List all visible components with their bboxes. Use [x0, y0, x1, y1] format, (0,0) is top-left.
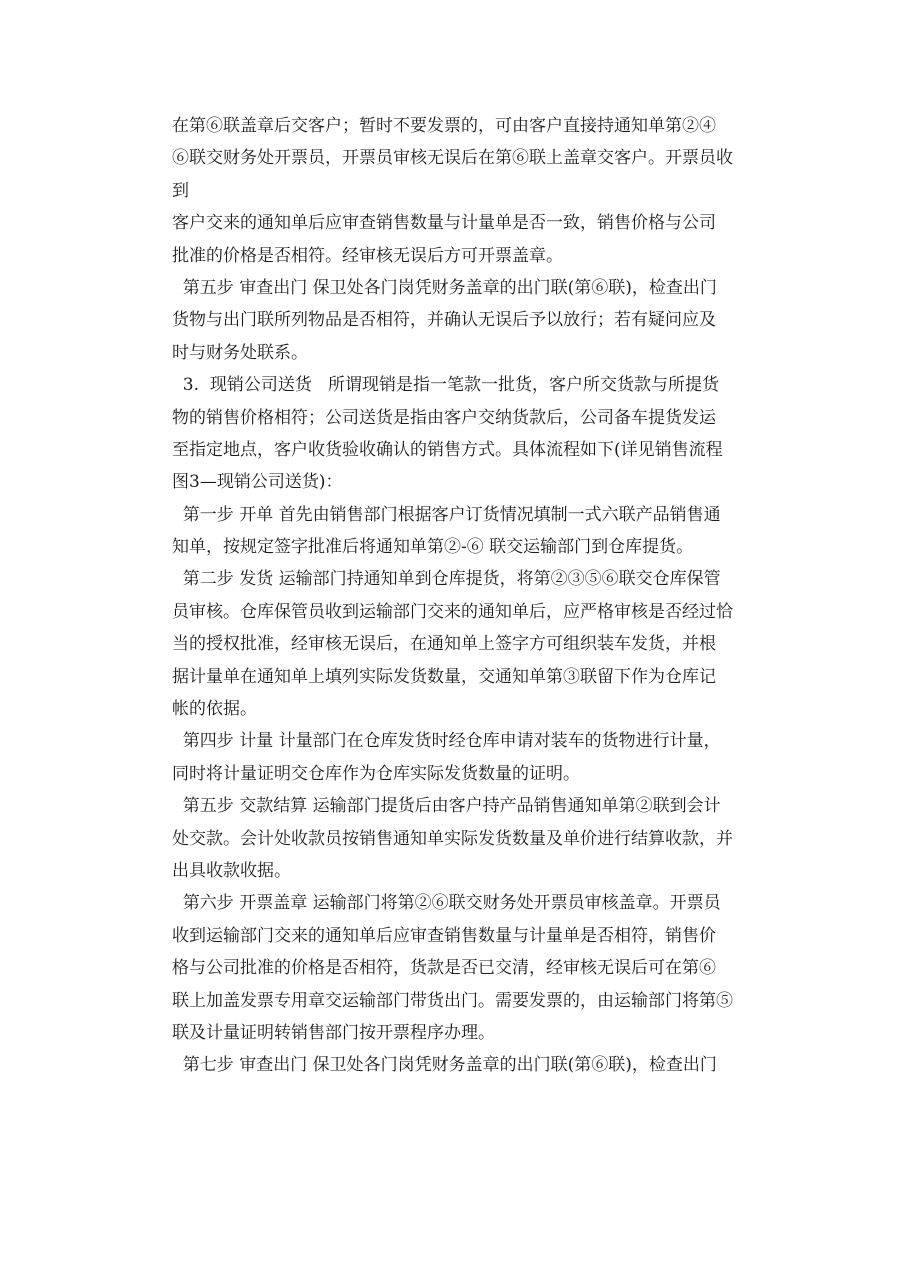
- text-line: 当的授权批准，经审核无误后，在通知单上签字方可组织装车发货，并根: [172, 634, 716, 655]
- text-line: 第七步 审查出门 保卫处各门岗凭财务盖章的出门联(第⑥联)，检查出门: [172, 1055, 717, 1076]
- text-line: 货物与出门联所列物品是否相符，并确认无误后予以放行；若有疑问应及: [172, 310, 716, 331]
- text-line: 到: [172, 180, 189, 201]
- text-line: 第六步 开票盖章 运输部门将第②⑥联交财务处开票员审核盖章。开票员: [172, 893, 721, 914]
- text-line: 在第⑥联盖章后交客户；暂时不要发票的，可由客户直接持通知单第②④: [172, 116, 716, 136]
- text-line: 格与公司批准的价格是否相符，货款是否已交清，经审核无误后可在第⑥: [172, 958, 716, 979]
- text-line: ⑥联交财务处开票员，开票员审核无误后在第⑥联上盖章交客户。开票员收: [172, 148, 733, 169]
- text-line: 客户交来的通知单后应审查销售数量与计量单是否一致，销售价格与公司: [172, 213, 716, 234]
- text-line: 据计量单在通知单上填列实际发货数量，交通知单第③联留下作为仓库记: [172, 666, 716, 687]
- text-line: 知单，按规定签字批准后将通知单第②-⑥ 联交运输部门到仓库提货。: [172, 537, 694, 558]
- text-line: 联上加盖发票专用章交运输部门带货出门。需要发票的，由运输部门将第⑤: [172, 990, 733, 1011]
- text-line: 第一步 开单 首先由销售部门根据客户订货情况填制一式六联产品销售通: [172, 504, 721, 525]
- text-line: 处交款。会计处收款员按销售通知单实际发货数量及单价进行结算收款，并: [172, 828, 733, 849]
- text-line: 联及计量证明转销售部门按开票程序办理。: [172, 1022, 495, 1043]
- text-line: 3. 现销公司送货 所谓现销是指一笔款一批货，客户所交货款与所提货: [172, 375, 720, 396]
- text-line: 批准的价格是否相符。经审核无误后方可开票盖章。: [172, 245, 563, 266]
- text-line: 第五步 审查出门 保卫处各门岗凭财务盖章的出门联(第⑥联)，检查出门: [172, 277, 717, 298]
- text-line: 第二步 发货 运输部门持通知单到仓库提货，将第②③⑤⑥联交仓库保管: [172, 569, 721, 590]
- text-line: 帐的依据。: [172, 699, 257, 720]
- text-line: 物的销售价格相符；公司送货是指由客户交纳货款后，公司备车提货发运: [172, 407, 716, 428]
- body-text: [172, 110, 792, 1082]
- text-line: 第四步 计量 计量部门在仓库发货时经仓库申请对装车的货物进行计量，: [172, 731, 721, 752]
- text-line: 员审核。仓库保管员收到运输部门交来的通知单后，应严格审核是否经过恰: [172, 601, 733, 622]
- text-line: 收到运输部门交来的通知单后应审查销售数量与计量单是否相符，销售价: [172, 925, 716, 946]
- text-line: 第五步 交款结算 运输部门提货后由客户持产品销售通知单第②联到会计: [172, 796, 721, 817]
- text-line: 时与财务处联系。: [172, 342, 308, 363]
- text-line: 至指定地点，客户收货验收确认的销售方式。具体流程如下(详见销售流程: [172, 439, 723, 460]
- text-line: 图3—现销公司送货)：: [172, 472, 343, 493]
- text-line: 出具收款收据。: [172, 860, 291, 881]
- text-line: 同时将计量证明交仓库作为仓库实际发货数量的证明。: [172, 763, 580, 784]
